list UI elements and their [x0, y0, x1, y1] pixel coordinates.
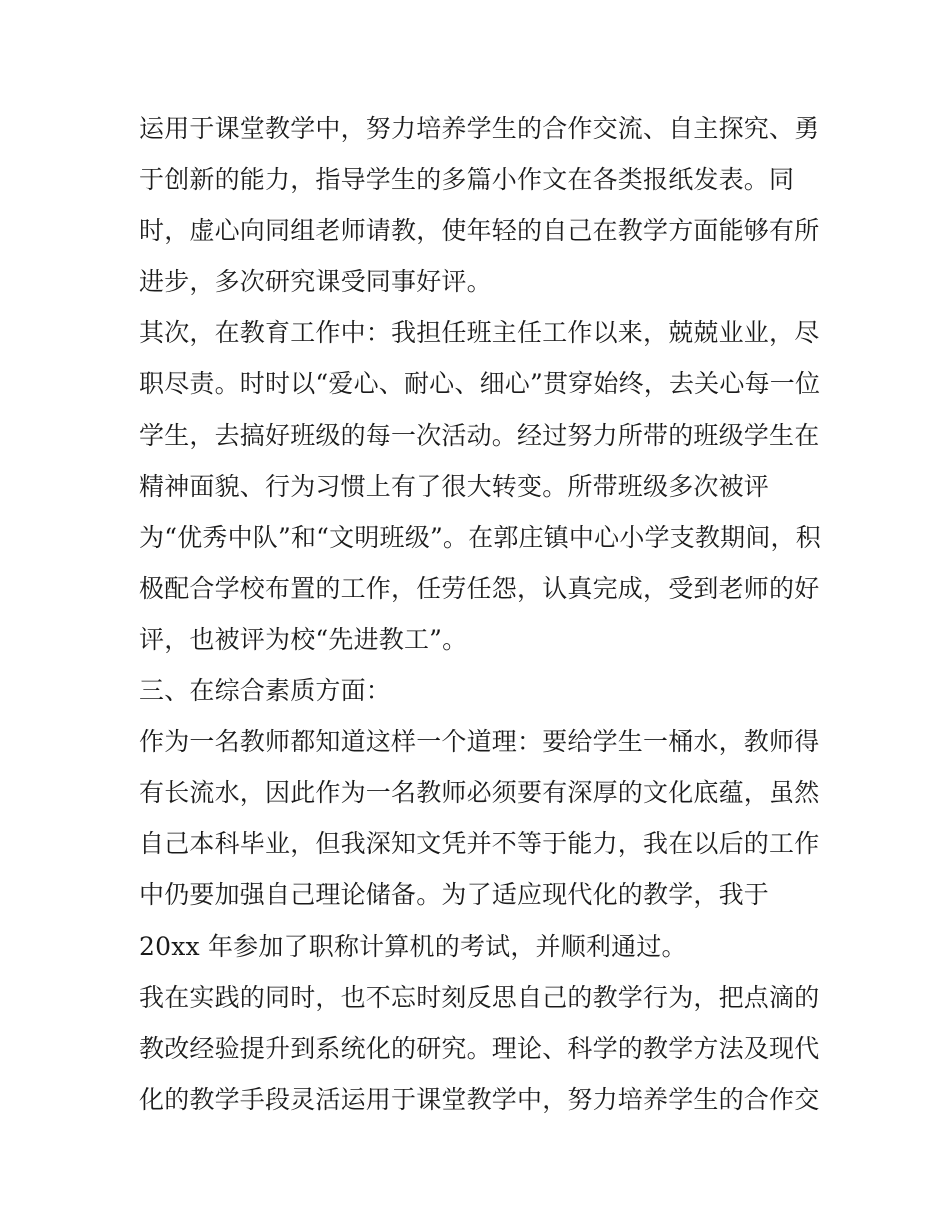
text-line: 有长流水，因此作为一名教师必须要有深厚的文化底蕴，虽然 — [139, 778, 820, 808]
text-line: 其次，在教育工作中：我担任班主任工作以来，兢兢业业，尽 — [139, 318, 820, 348]
text-line: 运用于课堂教学中，努力培养学生的合作交流、自主探究、勇 — [139, 114, 820, 143]
text-line: 我在实践的同时，也不忘时刻反思自己的教学行为，把点滴的 — [139, 982, 820, 1012]
section-heading: 三、在综合素质方面： — [139, 676, 392, 706]
text-line: 20xx 年参加了职称计算机的考试，并顺利通过。 — [139, 931, 687, 961]
text-line: 评，也被评为校“先进教工”。 — [139, 624, 468, 654]
text-line: 中仍要加强自己理论储备。为了适应现代化的教学，我于 — [139, 880, 770, 910]
text-line: 学生，去搞好班级的每一次活动。经过努力所带的班级学生在 — [139, 420, 820, 450]
text-line: 教改经验提升到系统化的研究。理论、科学的教学方法及现代 — [139, 1033, 820, 1063]
text-line: 职尽责。时时以“爱心、耐心、细心”贯穿始终，去关心每一位 — [139, 369, 821, 399]
text-line: 作为一名教师都知道这样一个道理：要给学生一桶水，教师得 — [139, 727, 820, 757]
body-text — [139, 103, 819, 1125]
text-line: 进步，多次研究课受同事好评。 — [139, 267, 492, 297]
text-line: 精神面貌、行为习惯上有了很大转变。所带班级多次被评 — [139, 471, 770, 501]
text-line: 为“优秀中队”和“文明班级”。在郭庄镇中心小学支教期间，积 — [139, 522, 821, 552]
text-line: 自己本科毕业，但我深知文凭并不等于能力，我在以后的工作 — [139, 829, 820, 859]
text-line: 化的教学手段灵活运用于课堂教学中，努力培养学生的合作交 — [139, 1084, 820, 1114]
text-line: 于创新的能力，指导学生的多篇小作文在各类报纸发表。同 — [139, 165, 795, 195]
text-line: 时，虚心向同组老师请教，使年轻的自己在教学方面能够有所 — [139, 216, 820, 246]
text-line: 极配合学校布置的工作，任劳任怨，认真完成，受到老师的好 — [139, 573, 820, 603]
